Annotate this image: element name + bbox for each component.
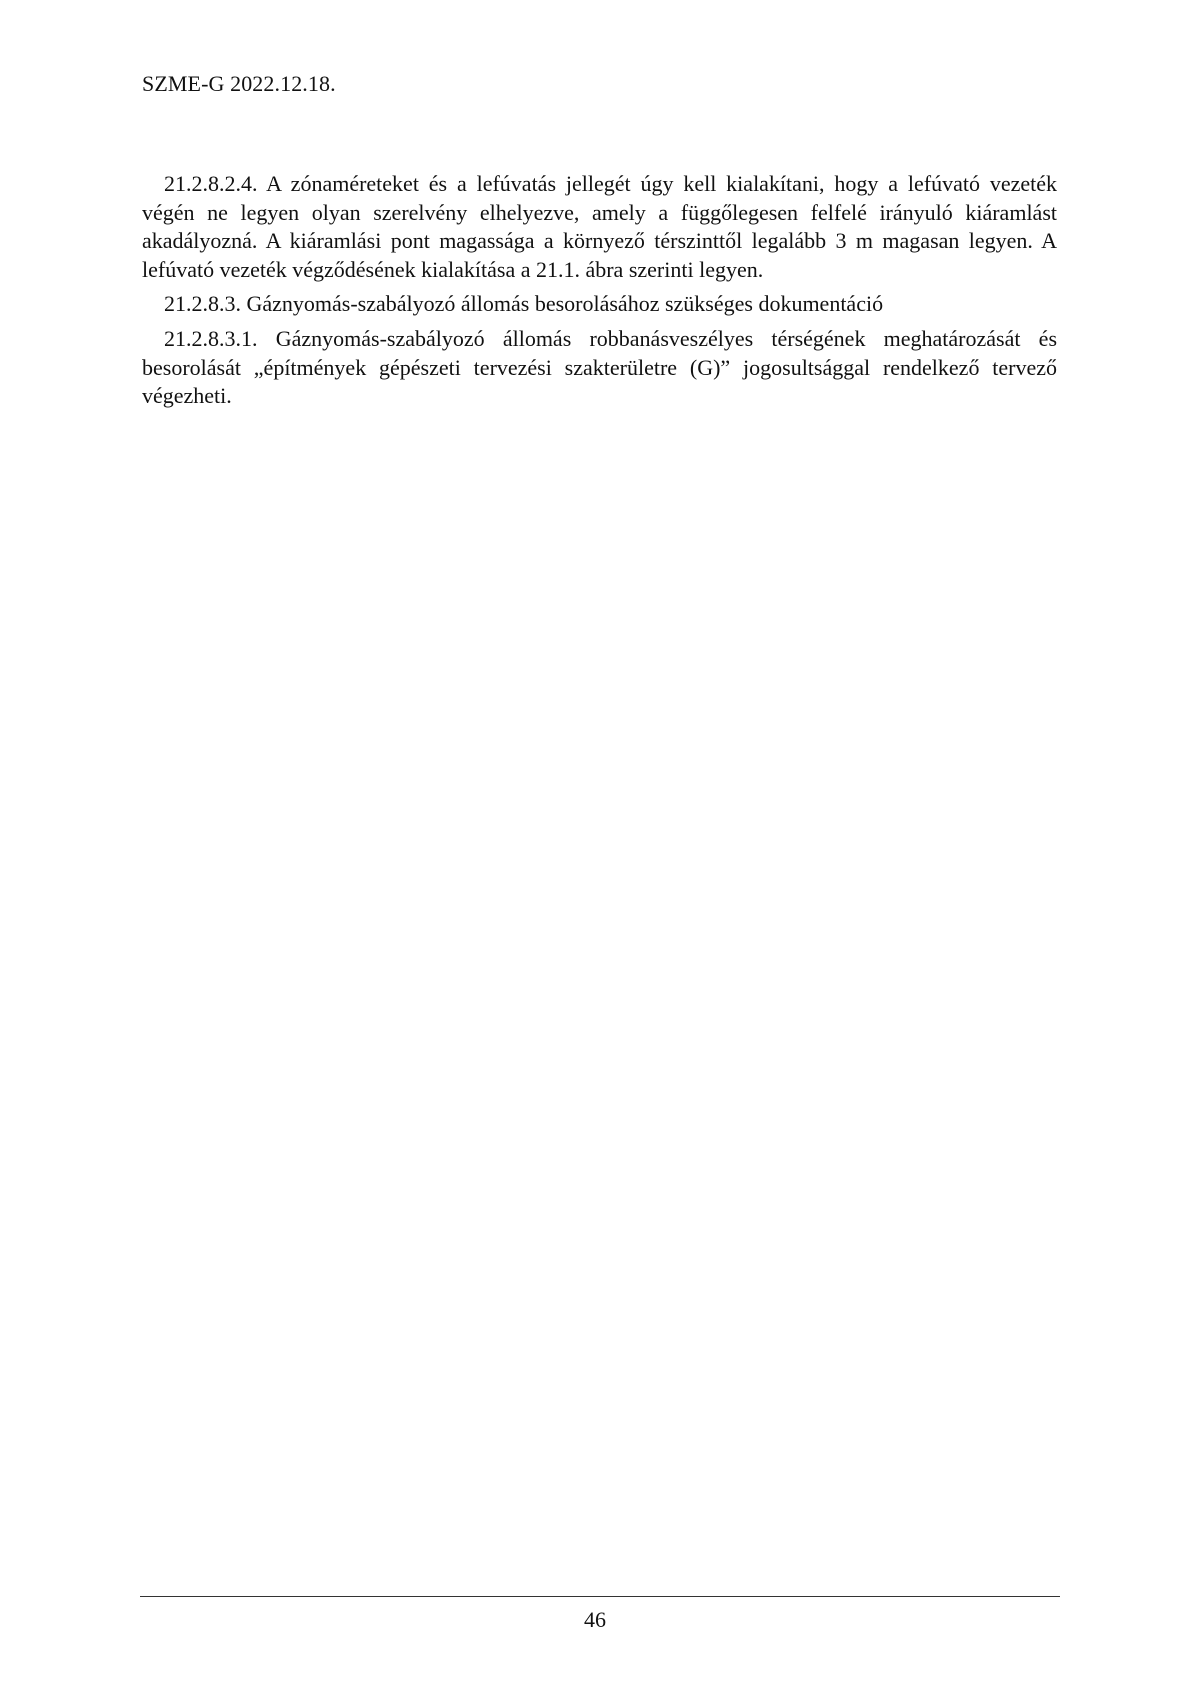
paragraph-21-2-8-3-1: 21.2.8.3.1. Gáznyomás-szabályozó állomás robbanásveszélyes térségének meghatározását és besorolását „építmények gépészeti tervezési szakterületre (G)” jogosultsággal rendelkező tervező végezheti.	[142, 325, 1057, 409]
page-header: SZME-G 2022.12.18.	[142, 71, 336, 96]
footer-divider	[140, 1596, 1060, 1597]
paragraph-21-2-8-2-4: 21.2.8.2.4. A zónaméreteket és a lefúvatás jellegét úgy kell kialakítani, hogy a lefúvató vezeték végén ne legyen olyan szerelvény elhelyezve, amely a függőlegesen felfelé irányuló kiáramlást akadályozná. A kiáramlási pont magassága a környező térszinttől legalább 3 m magasan legyen. A lefúvató vezeték végződésének kialakítása a 21.1. ábra szerinti legyen.	[142, 171, 1057, 282]
page-number: 46	[584, 1607, 606, 1632]
section-heading-21-2-8-3: 21.2.8.3. Gáznyomás-szabályozó állomás besorolásához szükséges dokumentáció	[164, 291, 884, 317]
document-body	[142, 170, 1057, 417]
